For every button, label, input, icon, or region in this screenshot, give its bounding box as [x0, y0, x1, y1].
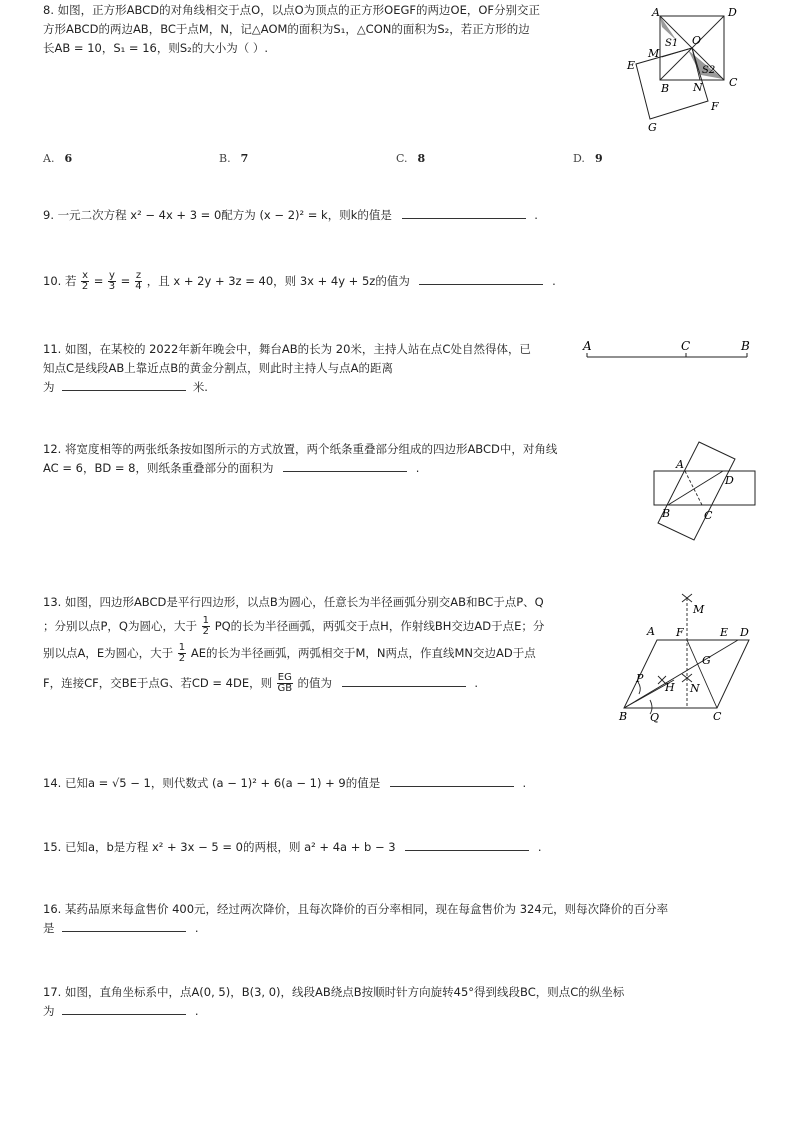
q8-label-o: O: [692, 34, 702, 47]
q13-label-q: Q: [650, 711, 660, 724]
q10-line: 10. 若 $\frac{x}{2}$ = $\frac{y}{3}$ = $\frac{z}{4}$ ，且 x + 2y + 3z = 40，则 3x + 4y + 5z的值为 .: [43, 270, 556, 292]
q8-label-e: E: [627, 59, 636, 72]
q17-line-1: 17. 如图，直角坐标系中，点A(0, 5)，B(3, 0)，线段AB绕点B按顺时针方向旋转45°得到线段BC，则点C的纵坐标: [43, 985, 625, 999]
q12-label-c: C: [704, 509, 713, 522]
q8-label-m: M: [648, 47, 660, 60]
q13-answer-blank[interactable]: [342, 674, 466, 687]
q13-line-4: F，连接CF，交BE于点G、若CD = 4DE，则 $\frac{EG}{GB}$ 的值为 .: [43, 672, 478, 694]
q12-strip-slanted: [658, 442, 735, 540]
q14-line: 14. 已知a = √5 − 1，则代数式 (a − 1)² + 6(a − 1) + 9的值是 .: [43, 776, 527, 790]
q8-label-s1: S1: [665, 38, 679, 49]
q8-option-c[interactable]: C. 8: [396, 152, 426, 165]
q9-line: 9. 一元二次方程 x² − 4x + 3 = 0配方为 (x − 2)² = k，则k的值是 .: [43, 208, 538, 222]
q8-figure: [618, 0, 748, 140]
q12-line-1: 12. 将宽度相等的两张纸条按如图所示的方式放置，两个纸条重叠部分组成的四边形ABCD中，对角线: [43, 442, 558, 456]
q12-answer-blank[interactable]: [283, 459, 407, 472]
q8-line-3: 长AB = 10，S₁ = 16，则S₂的大小为（ ）.: [43, 41, 269, 55]
q13-label-g: G: [702, 654, 711, 667]
q12-line-2: AC = 6，BD = 8，则纸条重叠部分的面积为 .: [43, 461, 420, 475]
q12-label-d: D: [725, 474, 734, 487]
q8-label-c: C: [729, 76, 738, 89]
q8-label-g: G: [648, 121, 657, 134]
q8-line-1: 8. 如图，正方形ABCD的对角线相交于点O，以点O为顶点的正方形OEGF的两边OE，OF分别交正: [43, 3, 540, 17]
q8-label-n: N: [693, 81, 703, 94]
q10-fraction-x: $\frac{x}{2}$: [81, 270, 89, 292]
q16-line-2: 是 .: [43, 921, 199, 935]
q8-option-d[interactable]: D. 9: [573, 152, 603, 165]
q13-label-e: E: [720, 626, 729, 639]
q11-line-3: 为 米.: [43, 380, 208, 394]
q13-label-b: B: [619, 710, 628, 723]
q13-fraction-half-2: $\frac{1}{2}$: [178, 642, 186, 664]
q10-fraction-y: $\frac{y}{3}$: [108, 270, 116, 292]
q11-segment-figure: [578, 336, 758, 366]
q14-answer-blank[interactable]: [390, 774, 514, 787]
q8-line-2: 方形ABCD的两边AB，BC于点M，N，记△AOM的面积为S₁，△CON的面积为S₂，若正方形的边: [43, 22, 530, 36]
q8-label-f: F: [711, 100, 719, 113]
q8-label-s2: S2: [702, 65, 716, 76]
q8-option-b[interactable]: B. 7: [219, 152, 249, 165]
q16-line-1: 16. 某药品原来每盒售价 400元，经过两次降价，且每次降价的百分率相同，现在每盒售价为 324元，则每次降价的百分率: [43, 902, 669, 916]
q13-fraction-half-1: $\frac{1}{2}$: [202, 615, 210, 637]
q13-fraction-eg-gb: $\frac{EG}{GB}$: [277, 672, 293, 694]
q11-label-c: C: [681, 339, 691, 353]
q8-label-b: B: [661, 82, 670, 95]
q15-line: 15. 已知a，b是方程 x² + 3x − 5 = 0的两根，则 a² + 4a + b − 3 .: [43, 840, 542, 854]
q8-label-d: D: [728, 6, 737, 19]
q11-label-a: A: [583, 339, 592, 353]
q16-answer-blank[interactable]: [62, 919, 186, 932]
q13-line-2: ；分别以点P，Q为圆心，大于 $\frac{1}{2}$ PQ的长为半径画弧，两弧交于点H，作射线BH交边AD于点E；分: [43, 615, 545, 637]
q13-label-h: H: [665, 681, 675, 694]
q17-line-2: 为 .: [43, 1004, 199, 1018]
q8-label-a: A: [652, 6, 660, 19]
q13-figure: [612, 588, 762, 726]
q13-line-1: 13. 如图，四边形ABCD是平行四边形，以点B为圆心，任意长为半径画弧分别交AB和BC于点P、Q: [43, 595, 544, 609]
q13-line-3: 别以点A，E为圆心，大于 $\frac{1}{2}$ AE的长为半径画弧，两弧相交于M，N两点，作直线MN交边AD于点: [43, 642, 536, 664]
q13-label-p: P: [636, 672, 644, 685]
q13-label-m: M: [693, 603, 705, 616]
q8-option-a[interactable]: A. 6: [43, 152, 73, 165]
q10-fraction-z: $\frac{z}{4}$: [135, 270, 142, 292]
q13-label-f: F: [676, 626, 684, 639]
q11-line-1: 11. 如图，在某校的 2022年新年晚会中，舞台AB的长为 20米，主持人站在点C处自然得体，已: [43, 342, 531, 356]
q12-label-a: A: [676, 458, 684, 471]
q9-answer-blank[interactable]: [402, 206, 526, 219]
q13-label-a: A: [647, 625, 655, 638]
q13-label-n: N: [690, 682, 700, 695]
q11-answer-blank[interactable]: [62, 378, 186, 391]
q12-label-b: B: [662, 507, 671, 520]
q13-label-d: D: [740, 626, 749, 639]
q12-figure: [646, 438, 766, 548]
q13-label-c: C: [713, 710, 722, 723]
q11-line-2: 知点C是线段AB上靠近点B的黄金分割点，则此时主持人与点A的距离: [43, 361, 394, 375]
q15-answer-blank[interactable]: [405, 838, 529, 851]
q10-answer-blank[interactable]: [419, 272, 543, 285]
q9-text: 9. 一元二次方程 x² − 4x + 3 = 0配方为 (x − 2)² = k，则k的值是: [43, 208, 392, 222]
q11-label-b: B: [741, 339, 750, 353]
q17-answer-blank[interactable]: [62, 1002, 186, 1015]
